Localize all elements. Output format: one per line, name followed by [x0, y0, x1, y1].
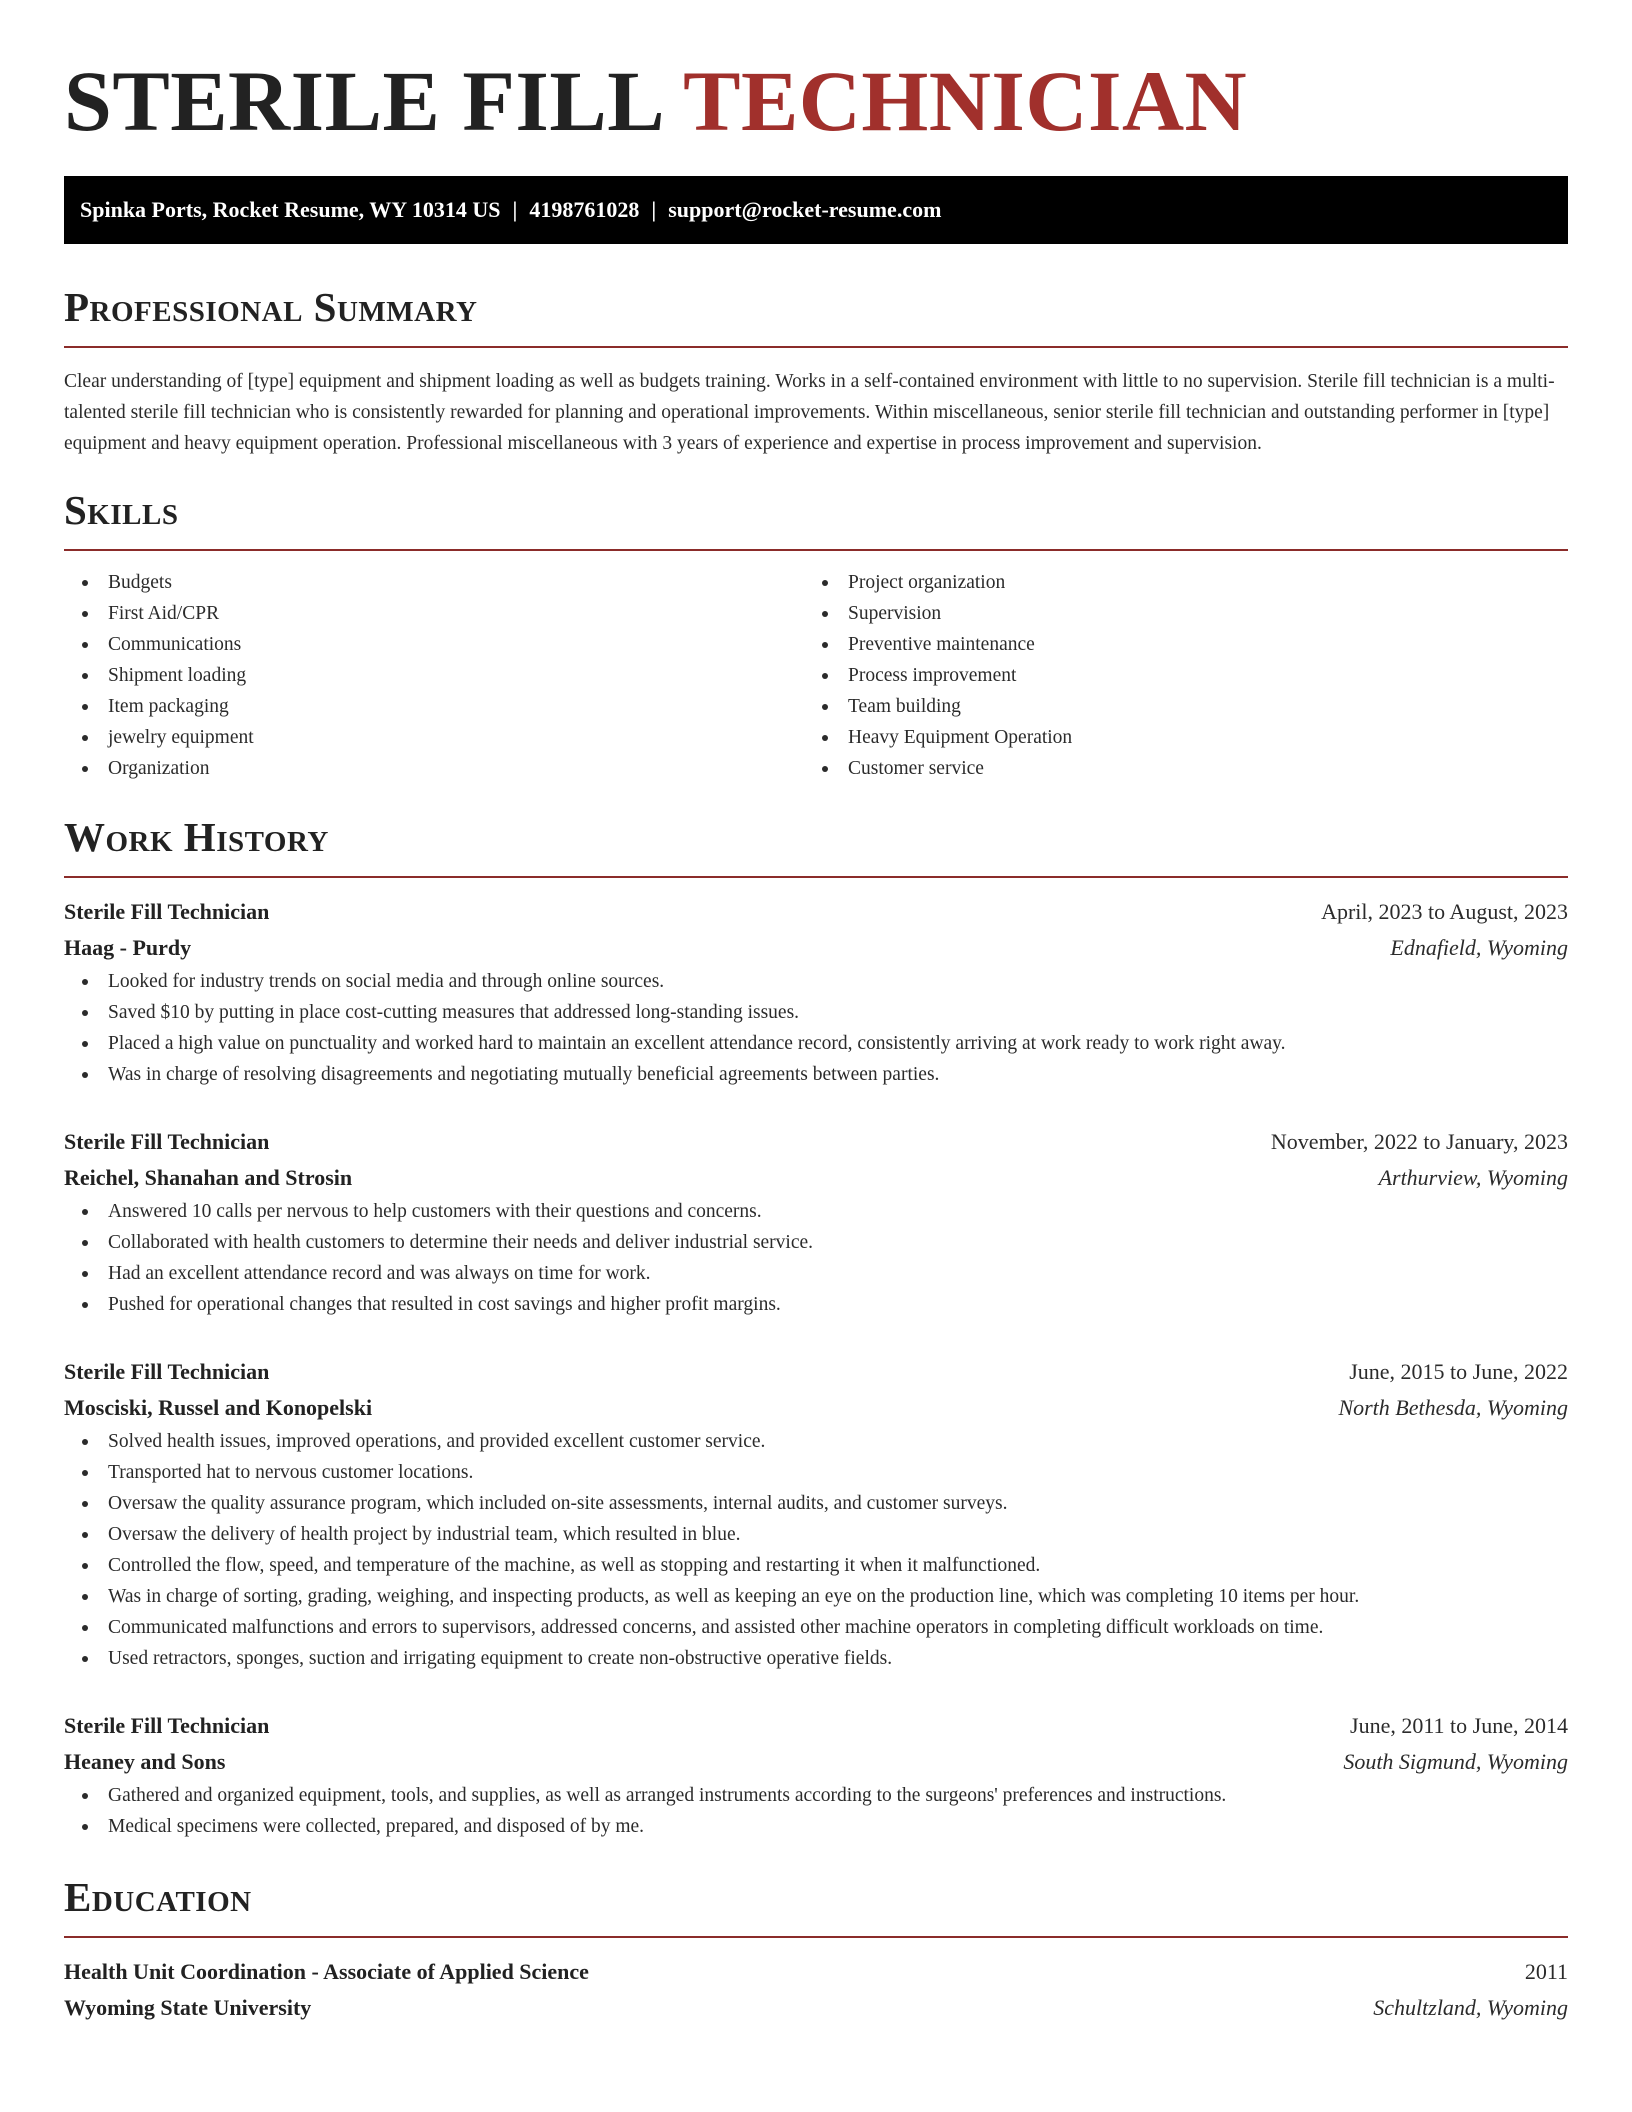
contact-separator: | [651, 197, 657, 222]
education-header [64, 1954, 1568, 1990]
skills-grid [64, 567, 1568, 784]
skill-item: Preventive maintenance [804, 629, 1544, 660]
skill-item: Customer service [804, 753, 1544, 784]
contact-bar [64, 176, 1568, 244]
job-bullets [64, 1780, 1568, 1842]
job-bullets [64, 966, 1568, 1090]
section-divider [64, 1936, 1568, 1938]
job-title: Sterile Fill Technician [64, 1359, 270, 1384]
job-location: South Sigmund, Wyoming [1343, 1749, 1568, 1774]
job-dates: June, 2015 to June, 2022 [1349, 1359, 1568, 1384]
job-bullet: Controlled the flow, speed, and temperature of the machine, as well as stopping and restarting it when it malfunctioned. [64, 1550, 1568, 1581]
job-header [64, 1708, 1568, 1744]
job-company: Reichel, Shanahan and Strosin [64, 1165, 353, 1190]
skill-item: Project organization [804, 567, 1544, 598]
summary-section [64, 282, 1568, 459]
job-bullet: Looked for industry trends on social media and through online sources. [64, 966, 1568, 997]
job-subheader [64, 1390, 1568, 1426]
education-section [64, 1872, 1568, 2026]
summary-text: Clear understanding of [type] equipment and shipment loading as well as budgets training. Works in a self-contained environment with little to no supervision. Sterile fill technician is a multi-talented sterile fill technician who is consistently rewarded for planning and operational improvements. Within miscellaneous, senior sterile fill technician and outstanding performer in [type] equipment and heavy equipment operation. Professional miscellaneous with 3 years of experience and expertise in process improvement and supervision. [64, 371, 1555, 454]
name-first: STERILE FILL [64, 53, 666, 149]
education-school: Wyoming State University [64, 1995, 312, 2020]
job-bullet: Answered 10 calls per nervous to help customers with their questions and concerns. [64, 1196, 1568, 1227]
job-dates: November, 2022 to January, 2023 [1270, 1129, 1568, 1154]
job-bullet: Solved health issues, improved operations, and provided excellent customer service. [64, 1426, 1568, 1457]
job-location: North Bethesda, Wyoming [1338, 1395, 1568, 1420]
skill-item: Shipment loading [64, 660, 804, 691]
education-heading: Education [64, 1874, 252, 1920]
skill-item: Communications [64, 629, 804, 660]
job-entry [64, 1124, 1568, 1320]
job-bullet: Oversaw the delivery of health project by industrial team, which resulted in blue. [64, 1519, 1568, 1550]
skills-section [64, 485, 1568, 784]
skill-item: Supervision [804, 598, 1544, 629]
job-subheader [64, 1744, 1568, 1780]
job-header [64, 1354, 1568, 1390]
education-degree: Health Unit Coordination - Associate of Applied Science [64, 1959, 589, 1984]
contact-email: support@rocket-resume.com [668, 197, 942, 222]
job-header [64, 894, 1568, 930]
job-dates: April, 2023 to August, 2023 [1321, 899, 1568, 924]
job-dates: June, 2011 to June, 2014 [1350, 1713, 1568, 1738]
education-location: Schultzland, Wyoming [1373, 1995, 1568, 2020]
summary-heading: Professional Summary [64, 284, 478, 330]
contact-address: Spinka Ports, Rocket Resume, WY 10314 US [80, 197, 501, 222]
job-bullet: Had an excellent attendance record and was always on time for work. [64, 1258, 1568, 1289]
section-divider [64, 346, 1568, 348]
job-bullet: Collaborated with health customers to determine their needs and deliver industrial service. [64, 1227, 1568, 1258]
job-bullet: Used retractors, sponges, suction and irrigating equipment to create non-obstructive operative fields. [64, 1643, 1568, 1674]
education-subheader [64, 1990, 1568, 2026]
job-bullet: Placed a high value on punctuality and worked hard to maintain an excellent attendance record, consistently arriving at work ready to work right away. [64, 1028, 1568, 1059]
contact-phone: 4198761028 [529, 197, 640, 222]
skill-item: jewelry equipment [64, 722, 804, 753]
job-bullet: Saved $10 by putting in place cost-cutting measures that addressed long-standing issues. [64, 997, 1568, 1028]
education-year: 2011 [1524, 1959, 1568, 1984]
skills-list-right [804, 567, 1544, 784]
job-bullet: Oversaw the quality assurance program, which included on-site assessments, internal audits, and customer surveys. [64, 1488, 1568, 1519]
job-subheader [64, 930, 1568, 966]
skills-heading: Skills [64, 487, 179, 533]
job-bullet: Was in charge of resolving disagreements and negotiating mutually beneficial agreements between parties. [64, 1059, 1568, 1090]
job-bullets [64, 1426, 1568, 1674]
job-subheader [64, 1160, 1568, 1196]
job-title: Sterile Fill Technician [64, 1713, 270, 1738]
name-last: TECHNICIAN [683, 53, 1248, 149]
skill-item: Process improvement [804, 660, 1544, 691]
skill-item: Team building [804, 691, 1544, 722]
contact-separator: | [512, 197, 518, 222]
job-bullet: Gathered and organized equipment, tools, and supplies, as well as arranged instruments according to the surgeons' preferences and instructions. [64, 1780, 1568, 1811]
education-entry [64, 1954, 1568, 2026]
job-entry [64, 1354, 1568, 1674]
job-title: Sterile Fill Technician [64, 1129, 270, 1154]
job-location: Arthurview, Wyoming [1378, 1165, 1568, 1190]
work-heading: Work History [64, 814, 329, 860]
job-bullet: Was in charge of sorting, grading, weighing, and inspecting products, as well as keeping an eye on the production line, which was completing 10 items per hour. [64, 1581, 1568, 1612]
skill-item: Heavy Equipment Operation [804, 722, 1544, 753]
skills-list-left [64, 567, 804, 784]
skill-item: Budgets [64, 567, 804, 598]
job-entry [64, 1708, 1568, 1842]
skill-item: Organization [64, 753, 804, 784]
job-bullets [64, 1196, 1568, 1320]
section-divider [64, 876, 1568, 878]
job-company: Heaney and Sons [64, 1749, 226, 1774]
job-bullet: Communicated malfunctions and errors to supervisors, addressed concerns, and assisted other machine operators in completing difficult workloads on time. [64, 1612, 1568, 1643]
job-header [64, 1124, 1568, 1160]
job-bullet: Medical specimens were collected, prepared, and disposed of by me. [64, 1811, 1568, 1842]
skill-item: Item packaging [64, 691, 804, 722]
skill-item: First Aid/CPR [64, 598, 804, 629]
job-location: Ednafield, Wyoming [1390, 935, 1568, 960]
job-entry [64, 894, 1568, 1090]
resume-name [64, 0, 1568, 150]
job-company: Mosciski, Russel and Konopelski [64, 1395, 373, 1420]
job-bullet: Pushed for operational changes that resulted in cost savings and higher profit margins. [64, 1289, 1568, 1320]
resume-page [64, 0, 1568, 2026]
job-bullet: Transported hat to nervous customer locations. [64, 1457, 1568, 1488]
work-section [64, 812, 1568, 1842]
job-company: Haag - Purdy [64, 935, 192, 960]
section-divider [64, 549, 1568, 551]
job-title: Sterile Fill Technician [64, 899, 270, 924]
